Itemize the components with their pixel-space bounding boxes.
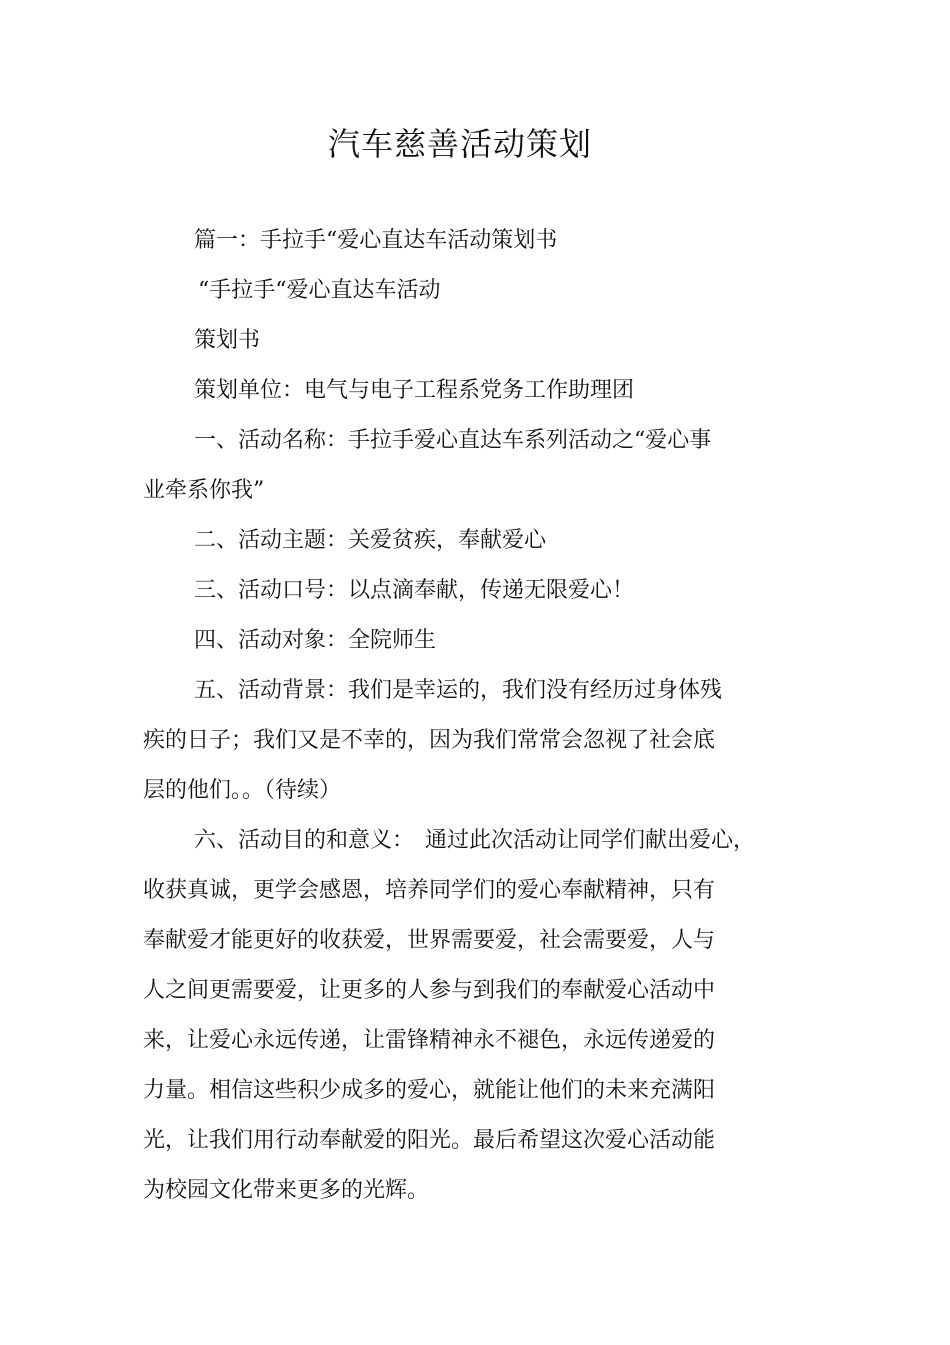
background-line-1: 五、活动背景：我们是幸运的，我们没有经历过身体残 bbox=[194, 678, 723, 703]
purpose-line-2: 收获真诚，更学会感恩，培养同学们的爱心奉献精神，只有 bbox=[143, 878, 716, 903]
organizer-line: 策划单位：电气与电子工程系党务工作助理团 bbox=[194, 378, 635, 403]
activity-theme-line: 二、活动主题：关爱贫疾，奉献爱心 bbox=[194, 528, 547, 553]
purpose-line-3: 奉献爱才能更好的收获爱，世界需要爱，社会需要爱，人与 bbox=[143, 928, 716, 953]
document-title: 汽车慈善活动策划 bbox=[327, 125, 592, 163]
activity-name-line: 一、活动名称：手拉手爱心直达车系列活动之“爱心事 bbox=[194, 428, 712, 453]
purpose-line-6: 力量。相信这些积少成多的爱心，就能让他们的未来充满阳 bbox=[143, 1078, 716, 1103]
section-heading-part1: 篇一：手拉手“爱心直达车活动策划书 bbox=[194, 228, 558, 253]
purpose-line-7: 光，让我们用行动奉献爱的阳光。最后希望这次爱心活动能 bbox=[143, 1128, 716, 1153]
activity-name-line-cont: 业牵系你我” bbox=[143, 478, 265, 503]
purpose-line-1: 六、活动目的和意义： 通过此次活动让同学们献出爱心， bbox=[194, 828, 756, 853]
background-line-3: 层的他们。。（待续） bbox=[143, 778, 342, 803]
background-line-2: 疾的日子；我们又是不幸的，因为我们常常会忽视了社会底 bbox=[143, 728, 716, 753]
purpose-line-5: 来，让爱心永远传递，让雷锋精神永不褪色，永远传递爱的 bbox=[143, 1028, 716, 1053]
activity-audience-line: 四、活动对象：全院师生 bbox=[194, 628, 437, 653]
event-name-line: “手拉手“爱心直达车活动 bbox=[198, 278, 441, 303]
plan-label: 策划书 bbox=[194, 328, 261, 353]
activity-slogan-line: 三、活动口号：以点滴奉献，传递无限爱心！ bbox=[194, 578, 635, 603]
purpose-line-8: 为校园文化带来更多的光辉。 bbox=[143, 1178, 430, 1203]
purpose-line-4: 人之间更需要爱，让更多的人参与到我们的奉献爱心活动中 bbox=[143, 978, 716, 1003]
